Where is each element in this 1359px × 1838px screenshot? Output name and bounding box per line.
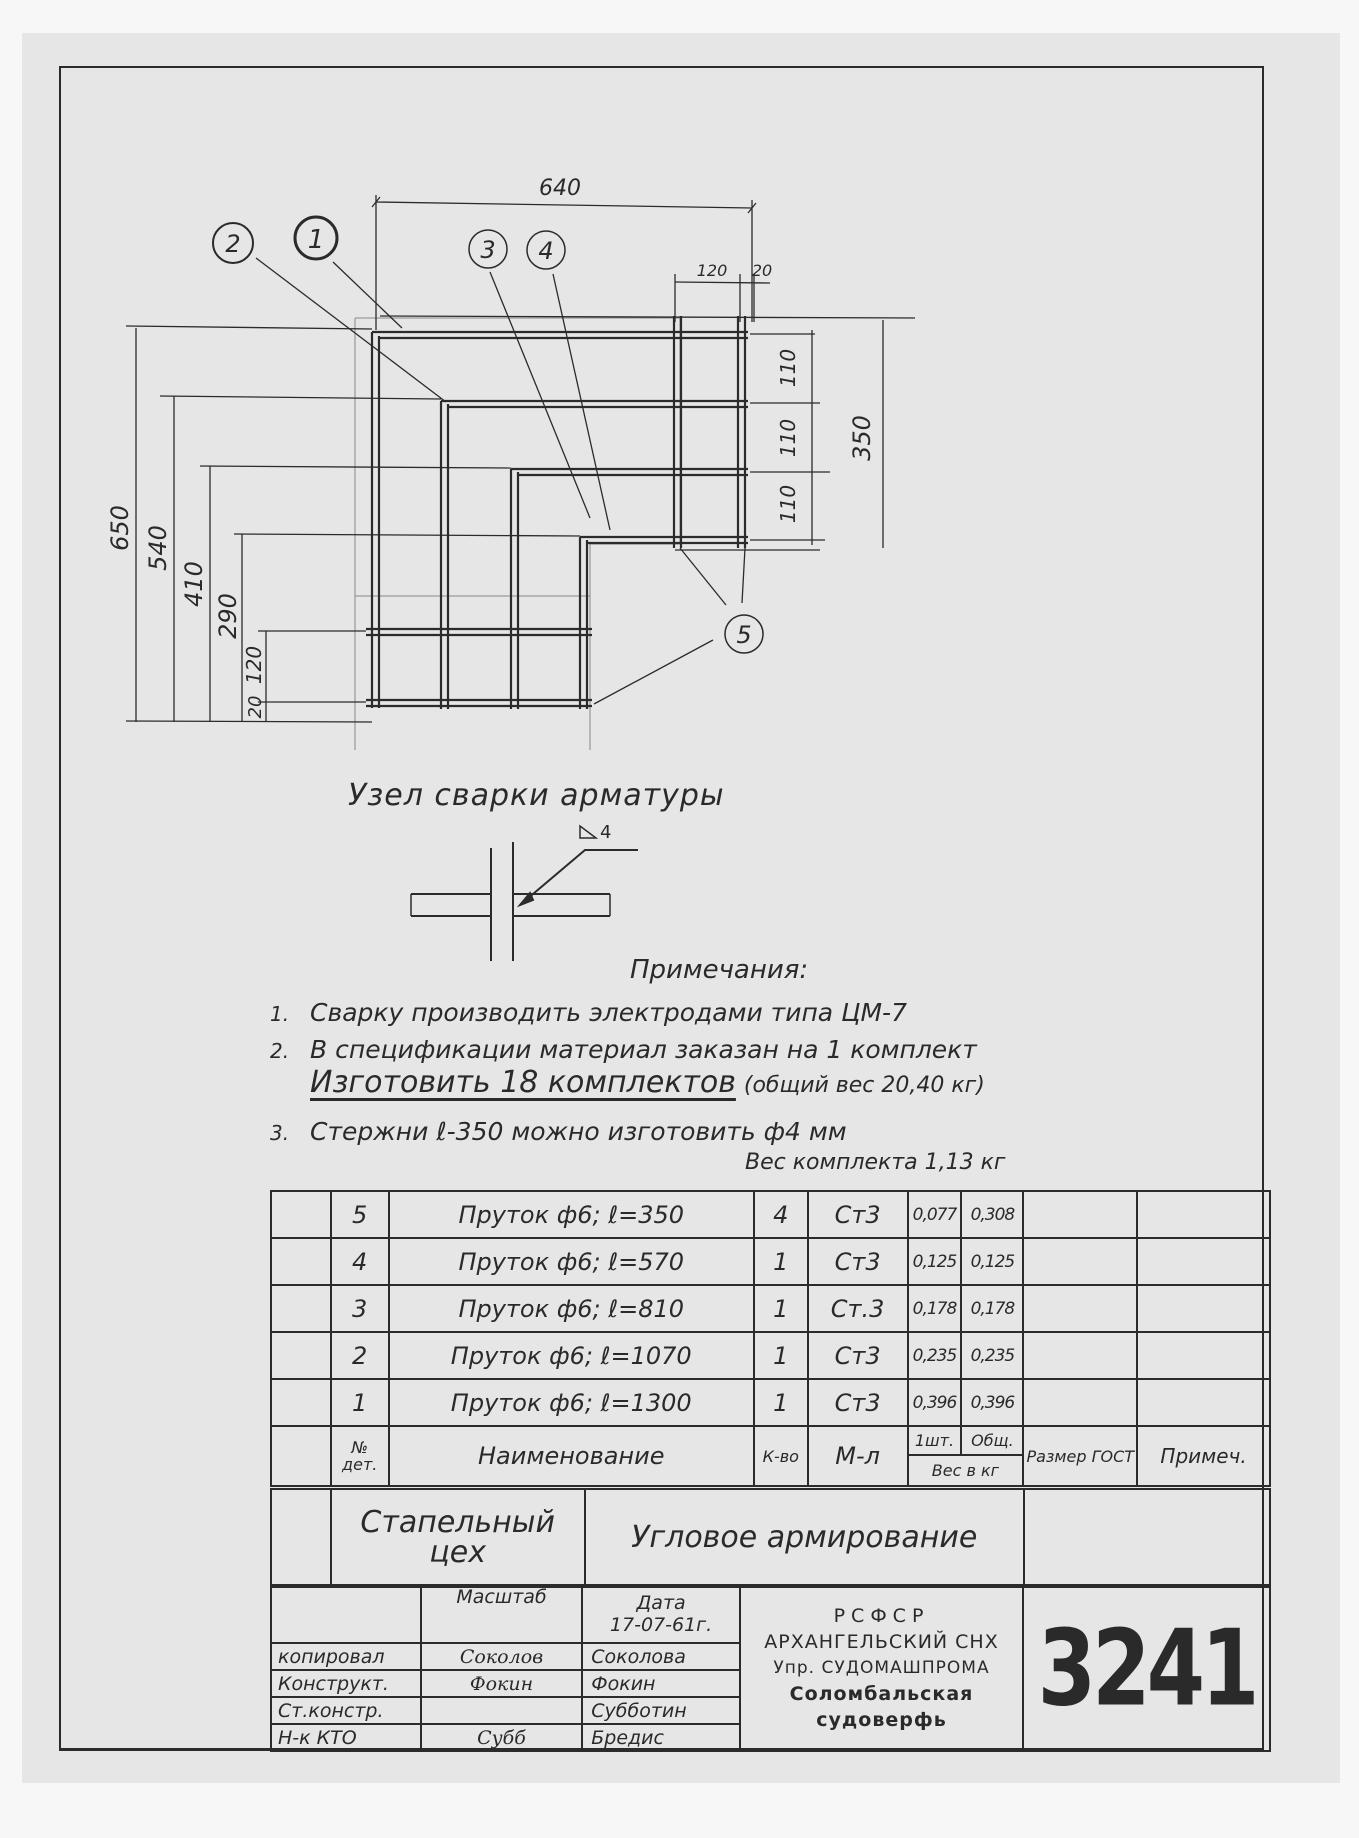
dim-height-540: 540 bbox=[144, 525, 172, 571]
date-cell bbox=[582, 1585, 740, 1643]
spec-material: Ст3 bbox=[808, 1332, 908, 1379]
callout-4: 4 bbox=[538, 237, 554, 265]
note-1-text: Сварку производить электродами типа ЦМ-7 bbox=[310, 998, 907, 1027]
spec-weight-total: 0,235 bbox=[961, 1332, 1023, 1379]
org-line-3: Упр. СУДОМАШПРОМА bbox=[773, 1658, 990, 1678]
org-line-5: судоверфь bbox=[816, 1709, 947, 1731]
weld-size-label: 4 bbox=[600, 822, 612, 843]
spec-weight-unit: 0,125 bbox=[908, 1238, 962, 1285]
dim-top-spacing-1: 110 bbox=[776, 348, 800, 388]
spec-name: Пруток ф6; ℓ=810 bbox=[389, 1285, 754, 1332]
weld-detail-title: Узел сварки арматуры bbox=[348, 778, 725, 813]
spec-name: Пруток ф6; ℓ=350 bbox=[389, 1191, 754, 1238]
dim-short-bar-offset: 20 bbox=[751, 261, 773, 280]
note-1-number: 1. bbox=[270, 1002, 290, 1026]
note-2-extra-text: (общий вес 20,40 кг) bbox=[743, 1073, 985, 1098]
dim-short-bar-length: 350 bbox=[848, 415, 876, 461]
dim-top-spacing-3: 110 bbox=[776, 484, 800, 524]
dim-height-410: 410 bbox=[180, 561, 208, 607]
dim-height-650: 650 bbox=[106, 505, 134, 551]
spec-weight-unit: 0,235 bbox=[908, 1332, 962, 1379]
header-weight-total: Общ. bbox=[961, 1426, 1023, 1455]
role-signature: Фокин bbox=[421, 1670, 582, 1697]
notes-heading: Примечания: bbox=[630, 955, 809, 985]
spec-qty: 4 bbox=[754, 1191, 808, 1238]
note-2-number: 2. bbox=[270, 1039, 290, 1063]
role-signature bbox=[421, 1697, 582, 1724]
spec-qty: 1 bbox=[754, 1285, 808, 1332]
title-block-top bbox=[270, 1488, 1271, 1588]
spec-material: Ст3 bbox=[808, 1238, 908, 1285]
dim-bottom-offset: 20 bbox=[245, 695, 266, 719]
spec-note bbox=[1137, 1238, 1270, 1285]
spec-name: Пруток ф6; ℓ=1070 bbox=[389, 1332, 754, 1379]
spec-weight-unit: 0,178 bbox=[908, 1285, 962, 1332]
department: Стапельный цех bbox=[331, 1489, 585, 1587]
spec-row bbox=[271, 1191, 1270, 1238]
role-label: Н-к КТО bbox=[271, 1724, 421, 1751]
spec-row bbox=[271, 1285, 1270, 1332]
drawing-title: Угловое армирование bbox=[585, 1489, 1024, 1587]
spec-material: Ст.3 bbox=[808, 1285, 908, 1332]
note-2 bbox=[270, 1035, 977, 1064]
spec-weight-total: 0,396 bbox=[961, 1379, 1023, 1426]
note-3-text: Стержни ℓ-350 можно изготовить ф4 мм bbox=[310, 1117, 847, 1146]
header-material: М-л bbox=[808, 1426, 908, 1486]
spec-weight-total: 0,308 bbox=[961, 1191, 1023, 1238]
spec-qty: 1 bbox=[754, 1332, 808, 1379]
kit-weight: Вес комплекта 1,13 кг bbox=[745, 1150, 1006, 1175]
role-label: копировал bbox=[271, 1643, 421, 1670]
spec-note bbox=[1137, 1285, 1270, 1332]
spec-no: 2 bbox=[331, 1332, 389, 1379]
scale-label: Масштаб bbox=[421, 1585, 582, 1643]
spec-size bbox=[1023, 1332, 1137, 1379]
header-weight: Вес в кг bbox=[908, 1455, 1024, 1486]
spec-no: 1 bbox=[331, 1379, 389, 1426]
spec-size bbox=[1023, 1285, 1137, 1332]
role-signature: Соколов bbox=[421, 1643, 582, 1670]
drawing-number: 3241 bbox=[1037, 1606, 1256, 1730]
spec-note bbox=[1137, 1332, 1270, 1379]
spec-row bbox=[271, 1238, 1270, 1285]
spec-size bbox=[1023, 1238, 1137, 1285]
note-2-emphasis bbox=[310, 1065, 985, 1100]
spec-note bbox=[1137, 1379, 1270, 1426]
dim-height-290: 290 bbox=[214, 593, 242, 639]
date-value: 17-07-61г. bbox=[609, 1614, 713, 1636]
spec-weight-unit: 0,077 bbox=[908, 1191, 962, 1238]
note-2-emphasis-text: Изготовить 18 комплектов bbox=[310, 1065, 736, 1100]
weld-detail-diagram bbox=[411, 826, 638, 961]
header-size: Размер ГОСТ bbox=[1023, 1426, 1137, 1486]
spec-size bbox=[1023, 1379, 1137, 1426]
spec-name: Пруток ф6; ℓ=1300 bbox=[389, 1379, 754, 1426]
note-3-number: 3. bbox=[270, 1121, 290, 1145]
role-name: Субботин bbox=[582, 1697, 740, 1724]
spec-no: 4 bbox=[331, 1238, 389, 1285]
header-qty: К-во bbox=[754, 1426, 808, 1486]
spec-row bbox=[271, 1332, 1270, 1379]
header-note: Примеч. bbox=[1137, 1426, 1270, 1486]
dim-overall-width: 640 bbox=[539, 176, 581, 201]
org-line-4: Соломбальская bbox=[789, 1683, 974, 1705]
specification-table bbox=[270, 1190, 1271, 1487]
callout-5: 5 bbox=[736, 621, 752, 649]
header-name: Наименование bbox=[389, 1426, 754, 1486]
role-signature: Субб bbox=[421, 1724, 582, 1751]
dim-top-spacing-2: 110 bbox=[776, 418, 800, 458]
spec-weight-unit: 0,396 bbox=[908, 1379, 962, 1426]
organization-block bbox=[740, 1585, 1023, 1751]
spec-name: Пруток ф6; ℓ=570 bbox=[389, 1238, 754, 1285]
note-3 bbox=[270, 1117, 847, 1146]
spec-no: 5 bbox=[331, 1191, 389, 1238]
spec-header-row bbox=[271, 1426, 1270, 1455]
spec-note bbox=[1137, 1191, 1270, 1238]
spec-qty: 1 bbox=[754, 1238, 808, 1285]
callout-2: 2 bbox=[225, 230, 241, 258]
spec-size bbox=[1023, 1191, 1137, 1238]
role-name: Бредис bbox=[582, 1724, 740, 1751]
spec-no: 3 bbox=[331, 1285, 389, 1332]
spec-row bbox=[271, 1379, 1270, 1426]
spec-weight-total: 0,178 bbox=[961, 1285, 1023, 1332]
spec-material: Ст3 bbox=[808, 1379, 908, 1426]
drawing-number-cell bbox=[1023, 1585, 1270, 1751]
callout-1: 1 bbox=[307, 225, 325, 255]
spec-material: Ст3 bbox=[808, 1191, 908, 1238]
spec-weight-total: 0,125 bbox=[961, 1238, 1023, 1285]
dim-bottom-spacing: 120 bbox=[242, 645, 266, 685]
title-block-bottom bbox=[270, 1584, 1271, 1752]
spec-qty: 1 bbox=[754, 1379, 808, 1426]
role-name: Фокин bbox=[582, 1670, 740, 1697]
dim-short-bar-spacing: 120 bbox=[696, 261, 728, 280]
header-weight-unit: 1шт. bbox=[908, 1426, 962, 1455]
org-line-2: АРХАНГЕЛЬСКИЙ СНХ bbox=[764, 1631, 999, 1653]
role-name: Соколова bbox=[582, 1643, 740, 1670]
note-1 bbox=[270, 998, 907, 1027]
org-line-1: РСФСР bbox=[833, 1605, 930, 1627]
header-no: № дет. bbox=[331, 1426, 389, 1486]
callout-3: 3 bbox=[480, 236, 496, 264]
role-label: Конструкт. bbox=[271, 1670, 421, 1697]
date-label: Дата bbox=[636, 1592, 686, 1614]
role-label: Ст.констр. bbox=[271, 1697, 421, 1724]
note-2-text: В спецификации материал заказан на 1 комплект bbox=[310, 1035, 977, 1064]
